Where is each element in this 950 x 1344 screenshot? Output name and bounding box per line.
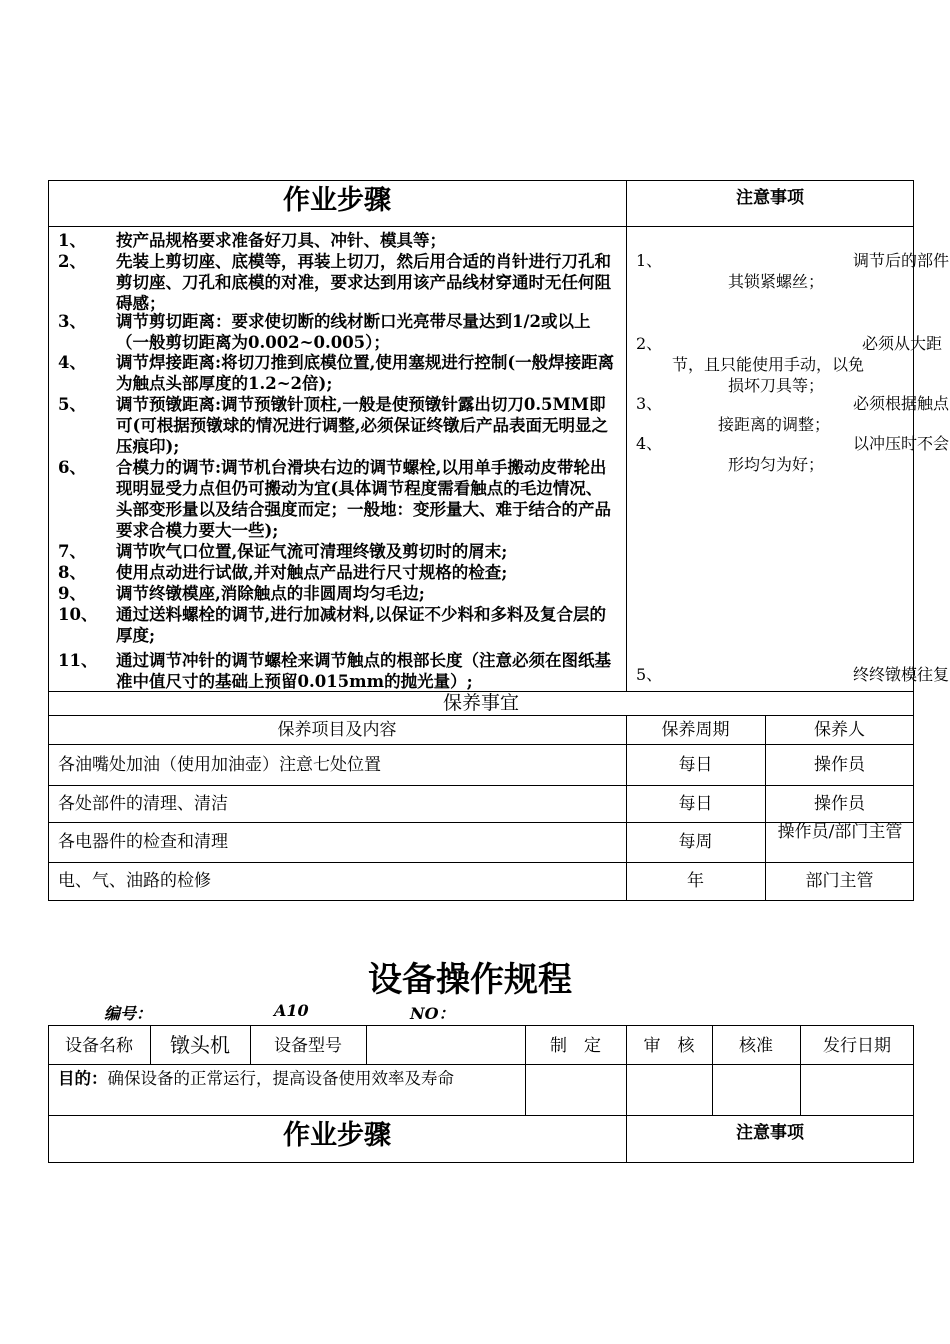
row-divider xyxy=(48,1064,914,1065)
note-number: 3、 xyxy=(636,394,663,413)
step-item: 8、 使用点动进行试做,并对触点产品进行尺寸规格的检查; xyxy=(58,563,508,582)
step-item: 3、 调节剪切距离：要求使切断的线材断口光亮带尽量达到1/2或以上（一般剪切距离为0.002~0.005）； xyxy=(58,312,591,352)
maintenance-row-item: 电、气、油路的检修 xyxy=(58,871,211,891)
note-text: 调节后的部件 xyxy=(853,251,950,270)
note-number: 4、 xyxy=(636,434,663,453)
purpose-label: 目的： xyxy=(58,1069,108,1088)
maintenance-row-item: 各油嘴处加油（使用加油壶）注意七处位置 xyxy=(58,755,381,775)
document-title: 设备操作规程 xyxy=(368,960,572,1000)
note-text: 节，且只能使用手动，以免 xyxy=(672,355,865,374)
step-item: 10、 通过送料螺栓的调节,进行加减材料,以保证不少料和多料及复合层的厚度; xyxy=(58,605,606,645)
step-item: 9、 调节终镦模座,消除触点的非圆周均匀毛边; xyxy=(58,584,425,603)
notes-title-2: 注意事项 xyxy=(736,1123,804,1143)
note-number: 2、 xyxy=(636,334,663,353)
maintenance-header-person: 保养人 xyxy=(814,720,865,740)
column-divider xyxy=(366,1025,367,1064)
step-item: 11、 通过调节冲针的调节螺栓来调节触点的根部长度（注意必须在图纸基准中值尺寸的基础上预留0.015mm的抛光量）; xyxy=(58,651,611,691)
row-divider xyxy=(48,862,914,863)
step-item: 7、 调节吹气口位置,保证气流可清理终镦及剪切时的屑末; xyxy=(58,542,508,561)
step-item: 2、 先装上剪切座、底模等，再装上切刀，然后用合适的肖针进行刀孔和剪切座、刀孔和底模的对准，要求达到用该产品线材穿通时无任何阻碍感； xyxy=(58,252,611,313)
code-value: A10 xyxy=(274,1001,309,1020)
note-text: 其锁紧螺丝； xyxy=(728,272,825,291)
notes-area xyxy=(627,227,950,691)
row-divider xyxy=(48,715,914,716)
maintenance-row-item: 各处部件的清理、清洁 xyxy=(58,794,228,814)
note-text: 以冲压时不会 xyxy=(853,434,950,453)
note-text: 终终镦模往复 xyxy=(853,665,950,684)
maintenance-row-item: 各电器件的检查和清理 xyxy=(58,832,228,852)
equipment-name-label: 设备名称 xyxy=(65,1036,133,1056)
step-item: 5、 调节预镦距离:调节预镦针顶柱,一般是使预镦针露出切刀0.5MM即可(可根据预镦球的情况进行调整,必须保证终镦后产品表面无明显之压痕印); xyxy=(58,395,609,456)
step-item: 1、 按产品规格要求准备好刀具、冲针、模具等； xyxy=(58,231,446,250)
maintenance-row-period: 每周 xyxy=(678,832,713,852)
maintenance-header-period: 保养周期 xyxy=(661,720,730,740)
maintenance-row-person: 操作员 xyxy=(814,755,865,775)
maintenance-row-person: 操作员 xyxy=(814,794,865,814)
note-text: 接距离的调整； xyxy=(718,415,831,434)
note-text: 必须根据触点 xyxy=(853,394,950,413)
equipment-model-label: 设备型号 xyxy=(274,1036,342,1056)
no-label: NO： xyxy=(410,1004,455,1023)
review-label: 审 核 xyxy=(643,1036,695,1056)
note-number: 5、 xyxy=(636,665,663,684)
maintenance-title: 保养事宜 xyxy=(442,692,519,714)
maintenance-row-period: 每日 xyxy=(678,794,713,814)
issue-date-label: 发行日期 xyxy=(823,1036,891,1056)
note-number: 1、 xyxy=(636,251,663,270)
purpose-text: 确保设备的正常运行，提高设备使用效率及寿命 xyxy=(107,1069,454,1088)
maintenance-header-item: 保养项目及内容 xyxy=(277,720,397,740)
make-label: 制 定 xyxy=(550,1036,601,1056)
equipment-name-value: 镦头机 xyxy=(170,1033,230,1057)
maintenance-row-person: 操作员/部门主管 xyxy=(777,822,903,842)
purpose xyxy=(58,1068,523,1090)
row-divider xyxy=(48,744,914,745)
steps-title: 作业步骤 xyxy=(283,185,391,216)
note-text: 损坏刀具等； xyxy=(728,376,825,395)
maintenance-row-period: 每日 xyxy=(678,755,713,775)
row-divider xyxy=(48,785,914,786)
maintenance-row-person: 部门主管 xyxy=(805,871,874,891)
notes-title: 注意事项 xyxy=(736,188,804,208)
step-item: 6、 合模力的调节:调节机台滑块右边的调节螺栓,以用单手搬动皮带轮出现明显受力点但仍可搬动为宜(具体调节程度需看触点的毛边情况、头部变形量以及结合强度而定；一般地：变形量大、难于结合的产品要求合模力要大一些); xyxy=(58,458,611,540)
code-label: 编号： xyxy=(104,1004,153,1023)
approve-label: 核准 xyxy=(739,1036,773,1056)
note-text: 形均匀为好； xyxy=(728,455,825,474)
steps-title-2: 作业步骤 xyxy=(283,1120,391,1151)
step-item: 4、 调节焊接距离:将切刀推到底模位置,使用塞规进行控制(一般焊接距离为触点头部厚度的1.2~2倍); xyxy=(58,353,615,393)
maintenance-row-period: 年 xyxy=(687,871,704,891)
note-text: 必须从大距 xyxy=(862,334,943,353)
